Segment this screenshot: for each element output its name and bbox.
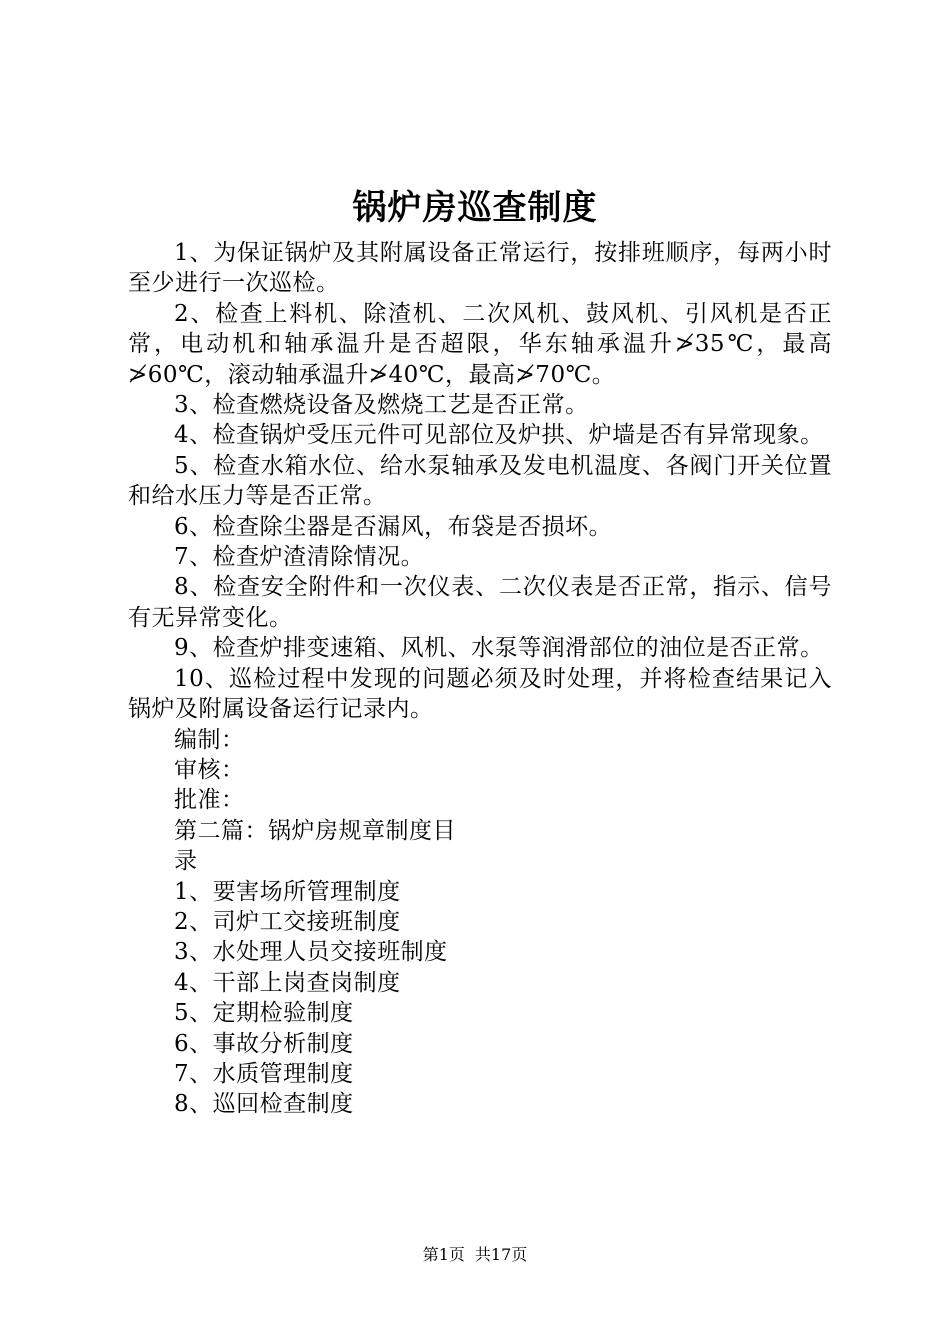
second-section-heading-cont: 录	[174, 848, 198, 875]
paragraph-7: 7、检查炉渣清除情况。	[174, 544, 425, 571]
toc-item: 1、要害场所管理制度	[174, 878, 401, 905]
signoff-approved: 批准：	[174, 787, 245, 814]
paragraph-6: 6、检查除尘器是否漏风，布袋是否损坏。	[174, 513, 613, 540]
toc-item: 6、事故分析制度	[174, 1030, 354, 1057]
paragraph-1: 1、为保证锅炉及其附属设备正常运行，按排班顺序，每两小时至少进行一次巡检。	[128, 240, 832, 297]
toc-item: 7、水质管理制度	[174, 1060, 354, 1087]
toc-item: 2、司炉工交接班制度	[174, 908, 401, 935]
page-number-total: 共17页	[474, 1245, 528, 1264]
paragraph-9: 9、检查炉排变速箱、风机、水泵等润滑部位的油位是否正常。	[174, 635, 824, 662]
toc-item: 5、定期检验制度	[174, 1000, 354, 1027]
signoff-reviewed: 审核：	[174, 756, 245, 783]
paragraph-3: 3、检查燃烧设备及燃烧工艺是否正常。	[174, 392, 589, 419]
toc-item: 4、干部上岗查岗制度	[174, 969, 401, 996]
second-section-heading: 第二篇：锅炉房规章制度目	[174, 817, 456, 844]
paragraph-8: 8、检查安全附件和一次仪表、二次仪表是否正常，指示、信号有无异常变化。	[128, 574, 832, 631]
toc-item: 3、水处理人员交接班制度	[174, 939, 448, 966]
paragraph-2: 2、检查上料机、除渣机、二次风机、鼓风机、引风机是否正常，电动机和轴承温升是否超限，华东轴承温升≯35℃，最高≯60℃，滚动轴承温升≯40℃，最高≯70℃。	[128, 300, 832, 388]
paragraph-4: 4、检查锅炉受压元件可见部位及炉拱、炉墙是否有异常现象。	[174, 422, 824, 449]
page-footer	[0, 1243, 950, 1267]
page-number-current: 第1页	[422, 1245, 465, 1264]
paragraph-5: 5、检查水箱水位、给水泵轴承及发电机温度、各阀门开关位置和给水压力等是否正常。	[128, 452, 832, 510]
document-title: 锅炉房巡查制度	[352, 188, 598, 228]
signoff-compiled: 编制：	[174, 726, 245, 753]
document-body	[128, 238, 832, 1120]
paragraph-10: 10、巡检过程中发现的问题必须及时处理，并将检查结果记入锅炉及附属设备运行记录内。	[128, 665, 832, 723]
toc-item: 8、巡回检查制度	[174, 1091, 354, 1118]
